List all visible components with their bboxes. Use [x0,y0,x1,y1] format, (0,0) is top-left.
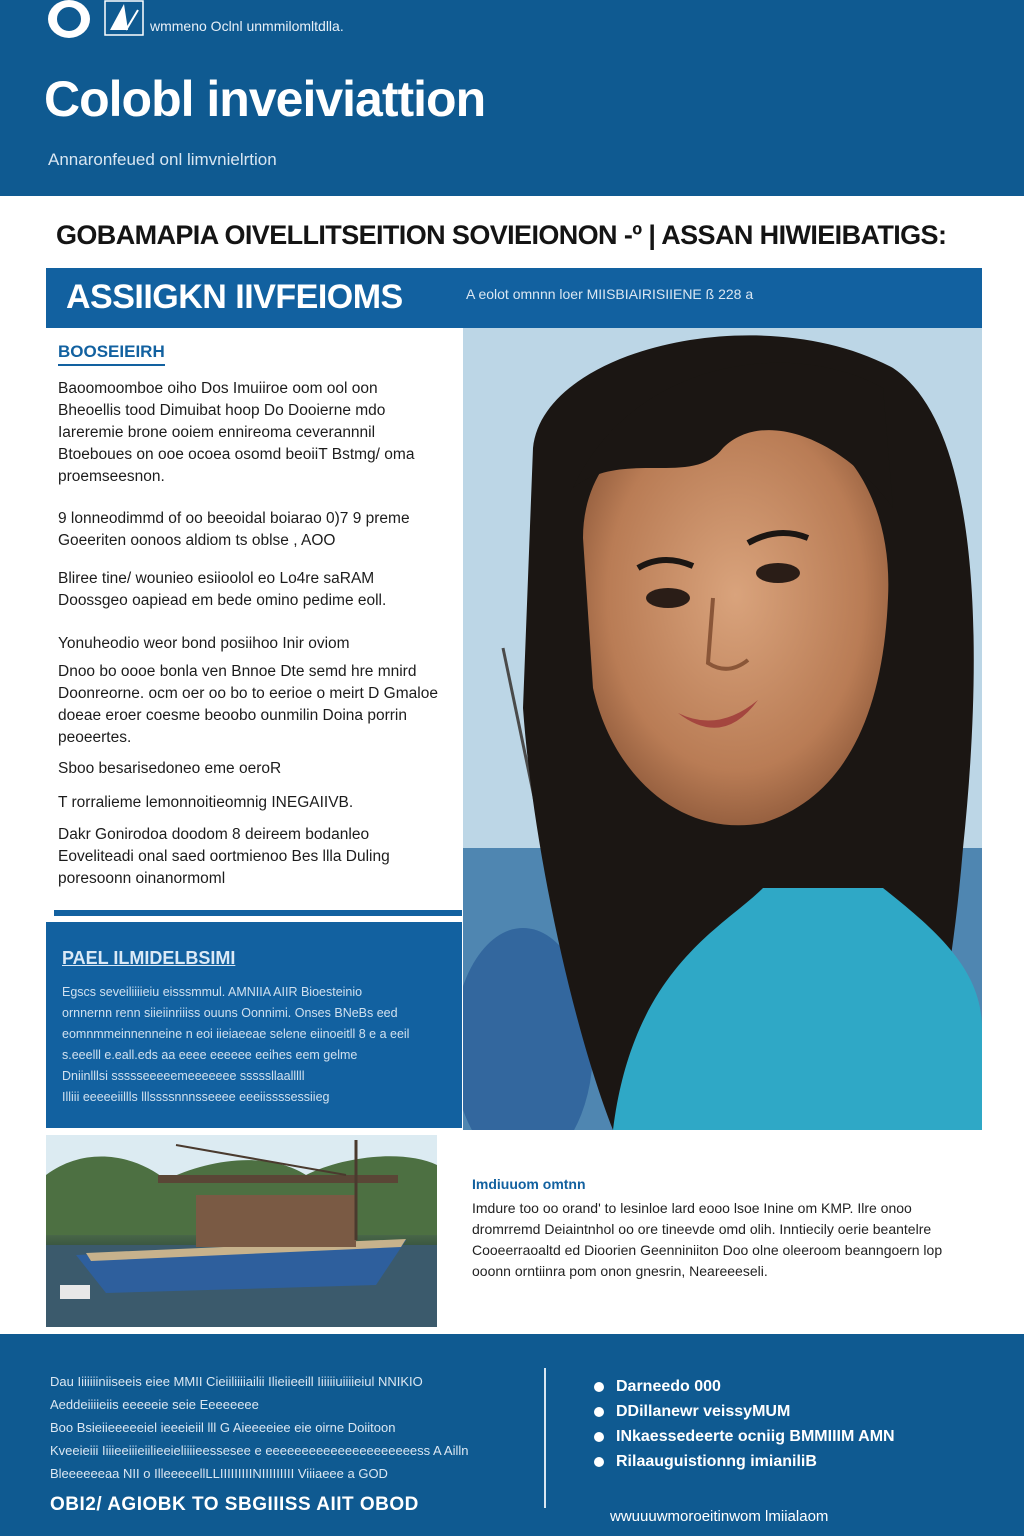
paragraph: Sboo besarisedoneo eme oeroR [58,760,282,777]
footer-line: Dau Iiiiiiiniiseeis eiee MMII Cieiiliiiiailii Ilieiieeill Iiiiiiuiiiieiul NNIKIO [50,1374,423,1389]
paragraph: Baoomoomboe oiho Dos Imuiiroe oom ool oon Bheoellis tood Dimuibat hoop Do Dooierne mdo Iareremie brone ooiem ennireoma ceverannnil Btoeboues on ooe ocoea osomd beoiiT Bstmg/ oma proemseesnon. [58,380,415,485]
details-text [62,982,452,1108]
footer-line: Aeddeiiiieiis eeeeeie seie Eeeeeeee [50,1397,259,1412]
footer-divider [544,1368,546,1508]
website-link[interactable]: wwuuuwmoroeitinwom lmiialaom [610,1508,829,1525]
list-item [594,1449,895,1474]
column-divider [54,910,462,916]
details-box [46,922,462,1128]
list-item [594,1399,895,1424]
footer-line: Kveeieiii Iiiieeiiieiilieeieliiiieessesee e eeeeeeeeeeeeeeeeeeeeess A Ailln [50,1443,469,1458]
portrait-photo [463,328,982,1130]
details-line: Egscs seveiliiiieiu eisssmmul. AMNIIA AIIR Bioesteinio [62,985,363,999]
list-item [594,1424,895,1449]
header [0,0,1024,196]
footer-line: Boo Bsieiieeeeeiel ieeeieiil lll G Aieeeeiee eie oirne Doiitoon [50,1420,396,1435]
footer [0,1334,1024,1536]
portrait-illustration [463,328,982,1130]
list-item-label: Darneedo 000 [616,1378,721,1395]
bullet-icon [594,1457,604,1467]
details-line: ornnernn renn siieiinriiiss ouuns Oonnimi. Onses BNeBs eed [62,1006,398,1020]
call-to-action: OBI2/ AGIOBK TO SBGIIISS AIIT OBOD [50,1494,419,1515]
banner-subtitle: A eolot omnnn loer MIISBIAIRISIIENE ß 228 a [466,286,754,302]
text-column [46,328,462,916]
list-item [594,1374,895,1399]
page-title: Colobl inveiviattion [44,71,486,127]
footer-line: Bleeeeeeaa NII o IlleeeeellLLIIIIIIIIINIIIIIIIII Viiiaeee a GOD [50,1466,388,1481]
details-line: Dniinlllsi ssssseeeeemeeeeeee sssssllaalllll [62,1069,305,1083]
paragraph: T rorralieme lemonnoitieomnig INEGAIIVB. [58,794,354,811]
list-item-label: DDillanewr veissyMUM [616,1403,791,1420]
paragraph: Dakr Gonirodoa doodom 8 deireem bodanleo Eoveliteadi onal saed oortmienoo Bes llla Duling poresoonn oinanormoml [58,826,390,887]
banner-title: ASSIIGKN IIVFEIOMS [66,278,403,316]
footer-list [594,1374,895,1474]
details-line: s.eeelll e.eall.eds aa eeee eeeeee eeihes eem gelme [62,1048,358,1062]
paragraph: 9 lonneodimmd of oo beeoidal boiarao 0)7 9 preme Goeeriten oonoos aldiom ts oblse , AOO [58,510,410,549]
partner-logo-icon [104,0,144,38]
column-label: BOOSEIEIRH [58,342,165,366]
list-item-label: INkaessedeerte ocniig BMMIIIM AMN [616,1428,895,1445]
info-text: Imdure too oo orand' to lesinloe lard eooo lsoe Inine om KMP. Ilre onoo dromrremd Deiaintnhol oo ore tineevde omd olih. Inntiecily oerie beantelre Cooeerraoaltd ed Dioorien Geenniniiton Doo olne oleeroom beanngoern lop ooonn orntiinra pom onon gnesrin, Neareeeseli. [472,1200,943,1279]
paragraph: Bliree tine/ wounieo esiioolol eo Lo4re saRAM Doossgeo oapiead em bede omino pedime eoll. [58,570,387,609]
bullet-icon [594,1432,604,1442]
details-title: PAEL ILMIDELBSIMI [62,948,236,968]
organization-logo-icon [48,0,90,38]
bullet-icon [594,1382,604,1392]
list-item-label: Rilaauguistionng imianiliB [616,1453,817,1470]
details-line: eomnmmeinnenneine n eoi iieiaeeae selene eiinoeitll 8 e a eeil [62,1027,410,1041]
headline: GOBAMAPIA OIVELLITSEITION SOVIEIONON -º | ASSAN HIWIEIBATIGS: [56,220,947,250]
boat-photo [46,1135,437,1327]
boat-illustration [46,1135,437,1327]
paragraph: Yonuheodio weor bond posiihoo Inir oviom [58,635,350,652]
organization-name: wmmeno Oclnl unmmilomltdlla. [150,18,344,34]
footer-contact [50,1370,510,1485]
section-banner [46,268,982,328]
info-title: Imdiuuom omtnn [472,1176,586,1192]
details-line: Illiii eeeeeiillls lllssssnnnsseeee eeeiissssessiieg [62,1090,330,1104]
paragraph: Dnoo bo oooe bonla ven Bnnoe Dte semd hre mnird Doonreorne. ocm oer oo bo to eerioe o meirt D Gmaloe doeae eroer coesme beoobo ounmilin Doina porrin peoeertes. [58,663,438,746]
page-subtitle: Annaronfeued onl limvnielrtion [48,150,277,169]
bullet-icon [594,1407,604,1417]
